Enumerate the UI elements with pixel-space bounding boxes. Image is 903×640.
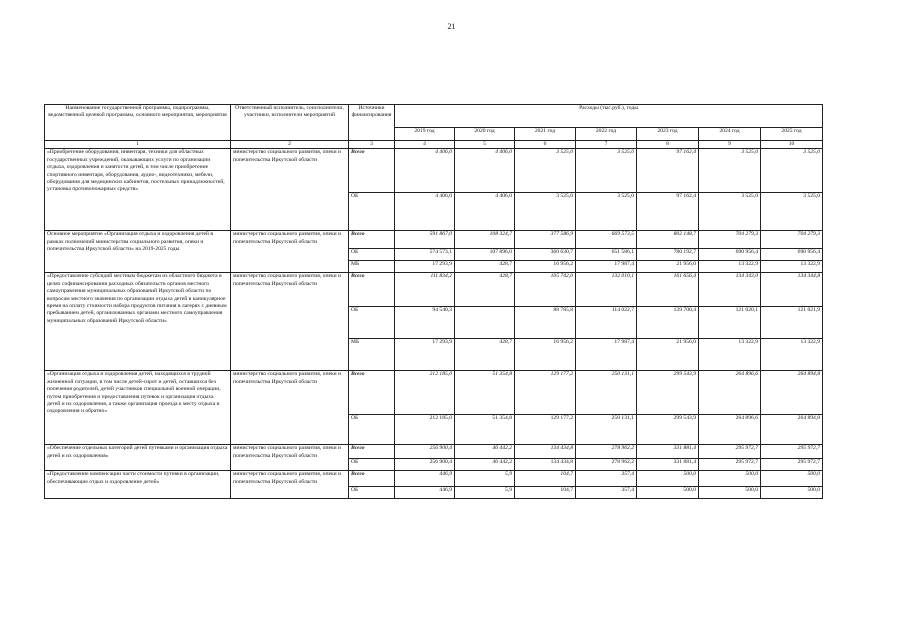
- row-source: Всего: [349, 273, 395, 307]
- header-year: 2019 год: [395, 128, 455, 141]
- row-value: 104,7: [515, 471, 576, 487]
- row-value: 94 540,3: [395, 307, 455, 339]
- row-value: 250 131,1: [576, 371, 637, 415]
- row-value: 51 354,8: [455, 371, 515, 415]
- row-value: 500,0: [699, 487, 761, 499]
- table-row: [45, 445, 823, 459]
- row-value: 500,0: [699, 471, 761, 487]
- row-value: 21 956,0: [637, 261, 699, 273]
- row-value: 13 322,9: [761, 339, 823, 371]
- row-source: Всего: [349, 149, 395, 193]
- row-value: 574 573,1: [395, 249, 455, 261]
- row-value: 264 896,6: [699, 371, 761, 415]
- row-value: 104,7: [515, 487, 576, 499]
- column-number: 4: [395, 141, 455, 149]
- row-value: 3 525,0: [761, 149, 823, 193]
- row-name: «Приобретение оборудования, инвентаря, техники для областных государственных учреждений, оказывающих услуги по организации отдыха, оздоровления и занятости детей, в том числе приобретение спортивного инвентаря, оборудования, аудио-, видеотехники, мебели, оборудования для медицинских кабинетов, постельных принадлежностей, установка противопожарных средств»: [45, 149, 231, 231]
- row-value: 3 525,0: [761, 193, 823, 231]
- row-value: 105 742,0: [515, 273, 576, 307]
- row-value: 17 293,9: [395, 261, 455, 273]
- header-name: Наименование государственной программы, подпрограммы, ведомственной целевой программы, основного мероприятия, мероприятия: [45, 105, 231, 141]
- row-value: 97 162,4: [637, 149, 699, 193]
- row-value: 121 020,1: [699, 307, 761, 339]
- row-value: 107 896,0: [455, 249, 515, 261]
- header-year: 2024 год: [699, 128, 761, 141]
- column-numbers-row: [45, 141, 823, 149]
- row-value: 651 586,1: [576, 249, 637, 261]
- row-source: ОБ: [349, 415, 395, 445]
- column-number: 10: [761, 141, 823, 149]
- column-number: 5: [455, 141, 515, 149]
- table-row: [45, 231, 823, 249]
- row-value: 134 343,0: [699, 273, 761, 307]
- row-value: 264 894,8: [761, 371, 823, 415]
- row-source: ОБ: [349, 307, 395, 339]
- page-number: 21: [447, 22, 456, 31]
- row-source: Всего: [349, 231, 395, 249]
- table-body: [45, 141, 823, 499]
- row-value: 3 525,0: [515, 193, 576, 231]
- row-value: 3 525,0: [699, 149, 761, 193]
- header-executor: Ответственный исполнитель, соисполнители, участники, исполнители мероприятий: [231, 105, 349, 141]
- row-source: ОБ: [349, 459, 395, 471]
- row-value: 3 525,0: [699, 193, 761, 231]
- row-value: 46 442,2: [455, 459, 515, 471]
- row-value: 357,4: [576, 487, 637, 499]
- row-value: 13 322,9: [761, 261, 823, 273]
- row-value: 17 987,4: [576, 261, 637, 273]
- row-value: 129 177,2: [515, 371, 576, 415]
- row-value: 3 525,0: [576, 193, 637, 231]
- header-year: 2025 год: [761, 128, 823, 141]
- row-value: 46 442,2: [455, 445, 515, 459]
- row-value: 428,7: [455, 339, 515, 371]
- row-value: 88 785,8: [515, 307, 576, 339]
- row-value: 264 896,6: [699, 415, 761, 445]
- row-value: 114 022,7: [576, 307, 637, 339]
- row-value: 134 434,8: [515, 445, 576, 459]
- row-name: «Предоставление субсидий местным бюджетам из областного бюджета в целях софинансирования расходных обязательств органов местного самоуправления муниципальных образований Иркутской области по вопросам местного значения по организации отдыха детей в каникулярное время на оплату стоимости набора продуктов питания в лагерях с дневным пребыванием детей, организованных органами местного самоуправления муниципальных образований Иркутской области»: [45, 273, 231, 371]
- header-year: 2023 год: [637, 128, 699, 141]
- column-number: 3: [349, 141, 395, 149]
- row-value: 690 956,4: [699, 249, 761, 261]
- row-value: 16 956,2: [515, 261, 576, 273]
- row-value: 21 956,0: [637, 339, 699, 371]
- row-executor: министерство социального развития, опеки и попечительства Иркутской области: [231, 471, 349, 499]
- row-value: 278 962,2: [576, 459, 637, 471]
- row-value: 780 192,7: [637, 249, 699, 261]
- header-year: 2022 год: [576, 128, 637, 141]
- row-executor: министерство социального развития, опеки и попечительства Иркутской области: [231, 231, 349, 273]
- header-source: Источники финансирования: [349, 105, 395, 141]
- row-value: 256 900,4: [395, 459, 455, 471]
- row-value: 446,9: [395, 487, 455, 499]
- row-value: 446,9: [395, 471, 455, 487]
- column-number: 8: [637, 141, 699, 149]
- table-row: [45, 149, 823, 193]
- row-value: 357,4: [576, 471, 637, 487]
- column-number: 7: [576, 141, 637, 149]
- row-value: 704 279,3: [699, 231, 761, 249]
- row-executor: министерство социального развития, опеки и попечительства Иркутской области: [231, 149, 349, 231]
- row-value: 331 881,4: [637, 459, 699, 471]
- row-name: «Предоставление компенсации части стоимости путевки в организации, обеспечивающие отдых и оздоровление детей»: [45, 471, 231, 499]
- column-number: 9: [699, 141, 761, 149]
- row-value: 500,0: [637, 487, 699, 499]
- table-row: [45, 371, 823, 415]
- row-value: 500,0: [761, 471, 823, 487]
- row-value: 3 525,0: [576, 149, 637, 193]
- row-value: 129 177,2: [515, 415, 576, 445]
- row-executor: министерство социального развития, опеки и попечительства Иркутской области: [231, 273, 349, 371]
- budget-table: [44, 104, 823, 499]
- row-value: 591 867,0: [395, 231, 455, 249]
- row-source: Всего: [349, 445, 395, 459]
- row-value: 360 630,7: [515, 249, 576, 261]
- row-value: 13 322,9: [699, 261, 761, 273]
- row-executor: министерство социального развития, опеки и попечительства Иркутской области: [231, 371, 349, 445]
- row-value: 3 525,0: [515, 149, 576, 193]
- row-source: Всего: [349, 471, 395, 487]
- row-name: Основное мероприятие «Организация отдыха и оздоровления детей в рамках полномочий министерства социального развития, опеки и попечительства Иркутской области» на 2019-2025 годы: [45, 231, 231, 273]
- row-value: 256 900,4: [395, 445, 455, 459]
- row-value: 4 406,0: [395, 193, 455, 231]
- row-value: 17 987,4: [576, 339, 637, 371]
- table-row: [45, 273, 823, 307]
- row-value: 134 434,8: [515, 459, 576, 471]
- row-value: 5,9: [455, 471, 515, 487]
- row-value: 16 956,2: [515, 339, 576, 371]
- row-value: 295 972,7: [761, 445, 823, 459]
- row-value: 132 010,1: [576, 273, 637, 307]
- row-source: ОБ: [349, 193, 395, 231]
- row-value: 704 279,3: [761, 231, 823, 249]
- row-value: 428,7: [455, 273, 515, 307]
- header-expenses: Расходы (тыс.руб.), годы: [395, 105, 823, 128]
- row-value: 428,7: [455, 261, 515, 273]
- row-source: МБ: [349, 261, 395, 273]
- row-value: 278 962,2: [576, 445, 637, 459]
- row-value: 51 354,8: [455, 415, 515, 445]
- row-value: 264 894,8: [761, 415, 823, 445]
- row-value: 299 543,9: [637, 415, 699, 445]
- row-value: 690 956,4: [761, 249, 823, 261]
- row-name: «Организация отдыха и оздоровления детей, находящихся в трудной жизненной ситуации, в том числе детей-сирот и детей, оставшихся без попечения родителей, детей участников специальной военной операции, путем приобретения и предоставления путевок и организация отдыха детей и их оздоровления, а также организация проезда к месту отдыха и оздоровления и обратно»: [45, 371, 231, 445]
- row-value: 377 586,9: [515, 231, 576, 249]
- row-value: 134 344,8: [761, 273, 823, 307]
- row-value: 111 834,2: [395, 273, 455, 307]
- row-source: ОБ: [349, 249, 395, 261]
- column-number: 2: [231, 141, 349, 149]
- row-value: 802 148,7: [637, 231, 699, 249]
- row-value: 5,9: [455, 487, 515, 499]
- row-value: 4 406,0: [395, 149, 455, 193]
- header-year: 2020 год: [455, 128, 515, 141]
- row-source: Всего: [349, 371, 395, 415]
- row-value: 212 185,0: [395, 415, 455, 445]
- column-number: 1: [45, 141, 231, 149]
- table-row: [45, 471, 823, 487]
- row-source: ОБ: [349, 487, 395, 499]
- row-value: 13 322,9: [699, 339, 761, 371]
- row-value: 108 324,7: [455, 231, 515, 249]
- row-value: 500,0: [761, 487, 823, 499]
- row-value: 161 656,4: [637, 273, 699, 307]
- row-executor: министерство социального развития, опеки и попечительства Иркутской области: [231, 445, 349, 471]
- row-value: 295 972,7: [699, 445, 761, 459]
- row-name: «Обеспечение отдельных категорий детей путевками и организация отдыха детей и их оздоровления»: [45, 445, 231, 471]
- row-value: 669 573,5: [576, 231, 637, 249]
- row-value: 500,0: [637, 471, 699, 487]
- row-value: 250 131,1: [576, 415, 637, 445]
- row-value: 4 406,0: [455, 149, 515, 193]
- row-value: 97 162,4: [637, 193, 699, 231]
- row-value: 4 406,0: [455, 193, 515, 231]
- row-value: 139 700,4: [637, 307, 699, 339]
- row-value: 299 543,9: [637, 371, 699, 415]
- header-year: 2021 год: [515, 128, 576, 141]
- row-value: [455, 307, 515, 339]
- column-number: 6: [515, 141, 576, 149]
- row-value: 295 972,7: [699, 459, 761, 471]
- row-value: 121 021,9: [761, 307, 823, 339]
- row-source: МБ: [349, 339, 395, 371]
- row-value: 212 185,0: [395, 371, 455, 415]
- row-value: 17 293,9: [395, 339, 455, 371]
- row-value: 295 972,7: [761, 459, 823, 471]
- row-value: 331 881,4: [637, 445, 699, 459]
